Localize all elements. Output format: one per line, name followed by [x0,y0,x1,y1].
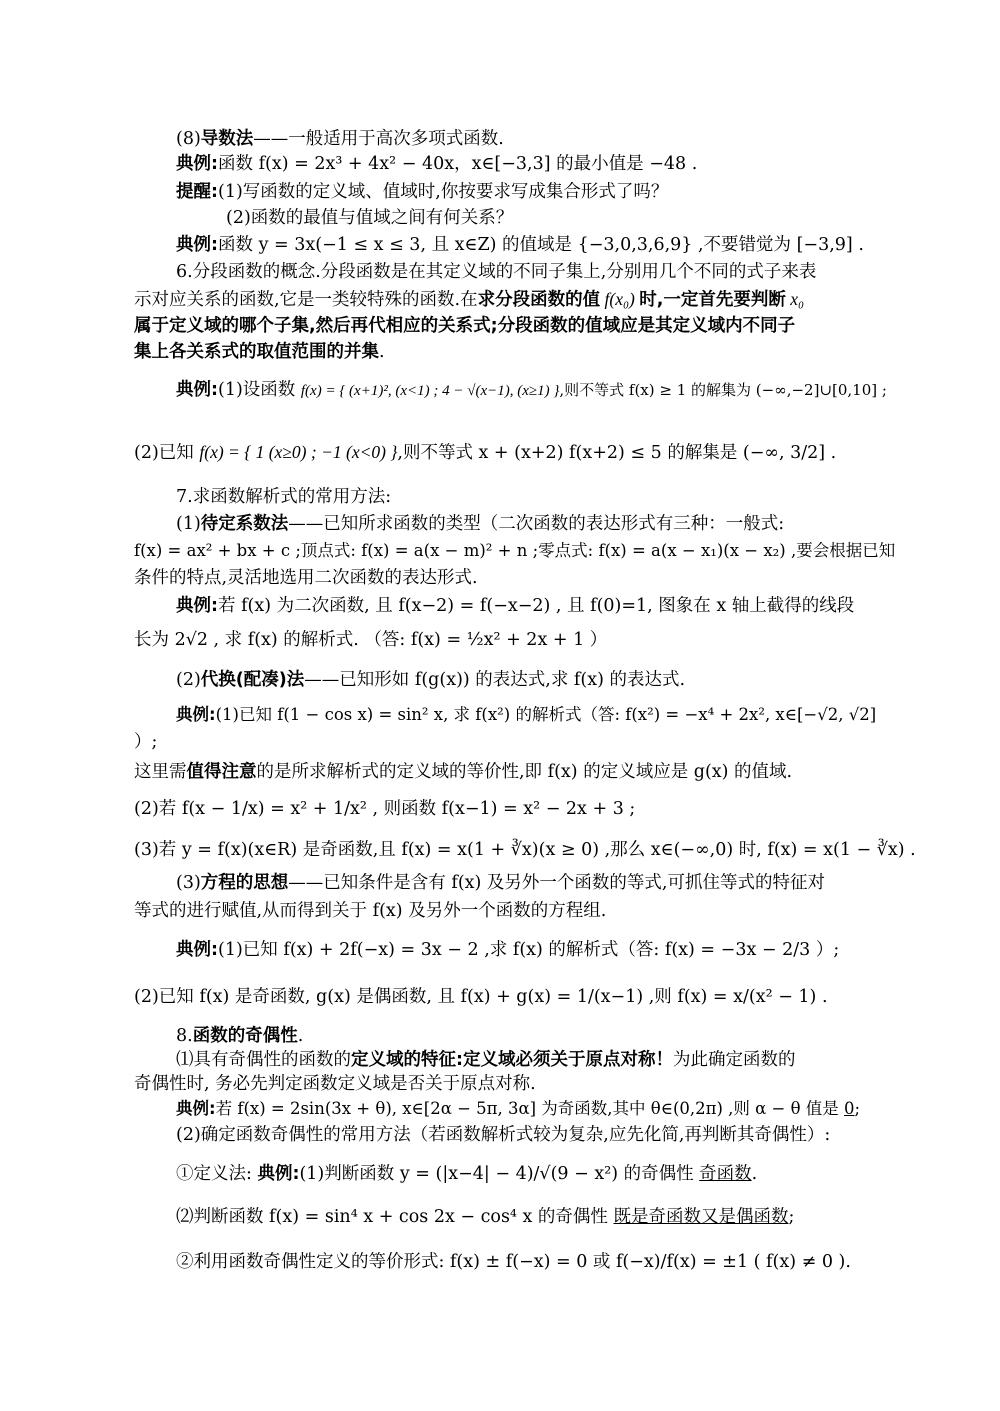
text: ——一般适用于高次多项式函数. [253,129,504,149]
line-example-2 [176,1205,966,1229]
text: (3)若 y = f(x)(x∈R) 是奇函数,且 f(x) = x(1 + ∛x)(x ≥ 0) ,那么 x∈(−∞,0) 时, f(x) = x(1 − ∛x) . [134,840,916,860]
text: ⑴具有奇偶性的函数的 [176,1050,351,1070]
text: 函数 f(x) = 2x³ + 4x² − 40x，x∈[−3,3] 的最小值是 −48 . [218,154,698,174]
text: (3) [176,873,201,893]
text: . [751,1164,758,1184]
line-example-3 [134,838,924,862]
line-example [176,938,966,962]
text: 示对应关系的函数,它是一类较特殊的函数.在 [134,290,478,310]
math-piecewise: f(x) = { (x+1)², (x<1) ; 4 − √(x−1), (x≥1) } [300,383,560,399]
line-piecewise-4 [134,340,924,364]
text: (2)已知 f(x) 是奇函数, g(x) 是偶函数, 且 f(x) + g(x) = 1/(x−1) ,则 f(x) = x/(x² − 1) . [134,987,828,1007]
line-reminder [176,180,966,204]
bold-text: 集上各关系式的取值范围的并集 [134,342,379,362]
line-parity-domain [176,1048,966,1072]
text: 这里需 [134,762,187,782]
bold-term: 方程的思想 [200,873,289,893]
reminder-label: 提醒: [176,182,218,202]
line-derivative-method [176,127,966,151]
line-example-piecewise-1 [176,378,966,403]
line-example [176,152,966,176]
text: 6.分段函数的概念.分段函数是在其定义域的不同子集上,分别用几个不同的式子来表 [176,262,817,282]
answer: 既是奇函数又是偶函数 [613,1207,789,1227]
line-parity-domain-2 [134,1072,924,1096]
line-example-cont [134,628,924,652]
text: ,则不等式 x + (x+2) f(x+2) ≤ 5 的解集是 (−∞, 3/2] . [397,443,837,463]
text: (2) [176,670,201,690]
line-reminder-2 [226,206,1000,230]
bold-term: 求分段函数的值 [477,290,601,310]
line-example-2 [134,797,924,821]
text: ①定义法: [176,1164,258,1184]
answer: 0 [844,1099,855,1118]
text: (1)写函数的定义域、值域时,你按要求写成集合形式了吗？ [218,182,669,202]
text: (1)判断函数 y = (|x−4| − 4)/√(9 − x²) 的奇偶性 [299,1164,700,1184]
line-quadratic-forms [134,539,924,563]
text: ②利用函数奇偶性定义的等价形式: f(x) ± f(−x) = 0 或 f(−x)/f(x) = ±1 ( f(x) ≠ 0 ). [176,1252,851,1272]
line-example [176,594,966,618]
text: ——已知条件是含有 f(x) 及另外一个函数的等式,可抓住等式的特征对 [288,873,825,893]
bold-term: 代换(配凑)法 [200,670,305,690]
line-equation-method-2 [134,899,924,923]
example-label: 典例: [176,235,218,255]
text: ; [788,1207,795,1227]
text: 等式的进行赋值,从而得到关于 f(x) 及另外一个函数的方程组. [134,901,607,921]
example-label: 典例: [176,380,218,400]
bold-text: 属于定义域的哪个子集,然后再代相应的关系式;分段函数的值域应是其定义域内不同子 [134,316,796,336]
text: ; [854,1099,861,1118]
text: (8) [176,129,201,149]
text: 奇偶性时, 务必先判定函数定义域是否关于原点对称. [134,1074,536,1094]
bold-term: 导数法 [200,129,254,149]
text: (2)确定函数奇偶性的常用方法（若函数解析式较为复杂,应先化简,再判断其奇偶性）: [176,1125,831,1145]
line-substitution [176,668,966,692]
line-example-cont [134,730,924,754]
text: (1) [176,514,201,534]
example-label: 典例: [176,1099,216,1118]
answer: 奇函数 [699,1164,752,1184]
bold-term: 定义域的特征:定义域必须关于原点对称！ [351,1050,673,1070]
text: f(x) = ax² + bx + c ;顶点式: f(x) = a(x − m)² + n ;零点式: f(x) = a(x − x₁)(x − x₂) ,要会根据已知 [134,541,896,560]
text: 7.求函数解析式的常用方法: [176,487,392,507]
line-quadratic-forms-2 [134,566,924,590]
example-label: 典例: [176,705,216,724]
text: ⑵判断函数 f(x) = sin⁴ x + cos 2x − cos⁴ x 的奇偶性 [176,1207,614,1227]
text: 为此确定函数的 [673,1050,796,1070]
text: ,则不等式 f(x) ≥ 1 的解集为 (−∞,−2]∪[0,10] ; [559,381,887,399]
line-section-8 [176,1024,966,1048]
line-example [176,1097,966,1121]
text: (2)已知 [134,443,194,463]
line-definition-method [176,1162,966,1186]
text: 长为 2√2 , 求 f(x) 的解析式. （答: f(x) = ½x² + 2x + 1 ） [134,630,608,650]
line-piecewise-2 [134,287,924,312]
bold-term: 时,一定首先要判断 [639,290,786,310]
line-example [176,703,966,727]
text: (1)已知 f(x) + 2f(−x) = 3x − 2 ,求 f(x) 的解析式（答: f(x) = −3x − 2/3 ）; [218,940,840,960]
bold-term: 函数的奇偶性 [192,1026,298,1046]
text: (2)函数的最值与值域之间有何关系？ [226,208,514,228]
example-label: 典例: [176,154,218,174]
text: 的是所求解析式的定义域的等价性,即 f(x) 的定义域应是 g(x) 的值域. [256,762,793,782]
line-piecewise-intro [176,260,966,284]
text: . [297,1026,304,1046]
text: (1)已知 f(1 − cos x) = sin² x, 求 f(x²) 的解析式（答: f(x²) = −x⁴ + 2x², x∈[−√2, √2] [215,705,877,724]
line-example [176,233,966,257]
line-section-7 [176,485,966,509]
text: 若 f(x) = 2sin(3x + θ), x∈[2α − 5π, 3α] 为奇函数,其中 θ∈(0,2π) ,则 α − θ 值是 [215,1099,845,1118]
line-equation-method [176,871,966,895]
line-example-odd-even [134,985,924,1009]
text: ）; [134,732,158,752]
math: f(x₀) [600,289,640,309]
line-piecewise-3 [134,314,924,338]
text: 8. [176,1026,193,1046]
example-label: 典例: [176,940,218,960]
line-equivalent-form [176,1250,966,1274]
text: . [379,342,385,362]
text: (1)设函数 [218,380,296,400]
line-note [134,760,924,784]
example-label: 典例: [176,596,218,616]
text: ——已知所求函数的类型（二次函数的表达形式有三种：一般式: [288,514,785,534]
line-parity-methods [176,1123,966,1147]
text: 条件的特点,灵活地选用二次函数的表达形式. [134,568,478,588]
text: (2)若 f(x − 1/x) = x² + 1/x² , 则函数 f(x−1) = x² − 2x + 3 ; [134,799,636,819]
math: x₀ [785,289,805,309]
text: 若 f(x) 为二次函数, 且 f(x−2) = f(−x−2) , 且 f(0)=1, 图象在 x 轴上截得的线段 [218,596,855,616]
line-example-piecewise-2 [134,440,924,465]
line-undetermined-coeff [176,512,966,536]
text: ——已知形如 f(g(x)) 的表达式,求 f(x) 的表达式. [304,670,686,690]
bold-term: 待定系数法 [200,514,289,534]
text: 函数 y = 3x(−1 ≤ x ≤ 3, 且 x∈Z) 的值域是 {−3,0,3,6,9} ,不要错觉为 [−3,9] . [218,235,864,255]
bold-term: 值得注意 [186,762,257,782]
example-label: 典例: [257,1164,300,1184]
math-piecewise: f(x) = { 1 (x≥0) ; −1 (x<0) } [199,442,398,462]
